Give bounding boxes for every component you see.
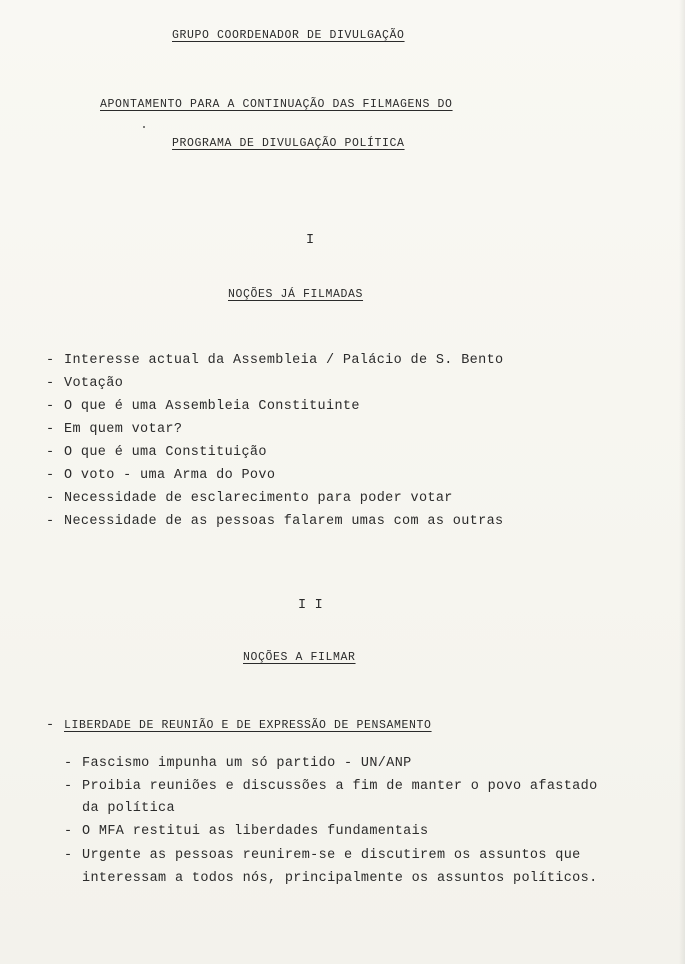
bullet-dash: - (46, 399, 55, 414)
list-item (46, 353, 503, 369)
sub-list-item-text: Proibia reuniões e discussões a fim de manter o povo afastado (82, 779, 598, 794)
section-1-title: NOÇÕES JÁ FILMADAS (228, 288, 364, 301)
sub-list-item (64, 848, 581, 864)
list-item-text: O que é uma Constituição (64, 445, 267, 460)
bullet-dash: - (46, 376, 55, 391)
sub-list-item-continuation: da política (82, 801, 175, 816)
section-2-title: NOÇÕES A FILMAR (243, 651, 356, 664)
sub-list-item-text: Fascismo impunha um só partido - UN/ANP (82, 756, 412, 771)
bullet-dash: - (64, 779, 73, 794)
sub-list-item (64, 824, 429, 840)
list-item-text: O que é uma Assembleia Constituinte (64, 399, 360, 414)
sub-list-item (64, 779, 598, 795)
list-item-text: Em quem votar? (64, 422, 183, 437)
list-item-text: Necessidade de esclarecimento para poder votar (64, 491, 453, 506)
list-item (46, 376, 123, 392)
list-item-text: O voto - uma Arma do Povo (64, 468, 276, 483)
list-item-text: Necessidade de as pessoas falarem umas com as outras (64, 514, 504, 529)
stray-mark (143, 126, 145, 128)
bullet-dash: - (46, 718, 55, 733)
section-2-numeral: I I (298, 598, 323, 613)
bullet-dash: - (46, 445, 55, 460)
bullet-dash: - (64, 848, 73, 863)
bullet-dash: - (46, 514, 55, 529)
bullet-dash: - (46, 491, 55, 506)
page-edge-shadow (679, 0, 685, 964)
sub-list-item (64, 756, 412, 772)
list-item (46, 514, 503, 530)
list-item (46, 399, 360, 415)
topic-heading (46, 718, 432, 734)
sub-list-item-text: O MFA restitui as liberdades fundamentais (82, 824, 429, 839)
list-item (46, 422, 182, 438)
list-item-text: Interesse actual da Assembleia / Palácio de S. Bento (64, 353, 504, 368)
sub-list-item-text: Urgente as pessoas reunirem-se e discutirem os assuntos que (82, 848, 581, 863)
list-item-text: Votação (64, 376, 124, 391)
bullet-dash: - (46, 468, 55, 483)
sub-list-item-continuation: interessam a todos nós, principalmente os assuntos políticos. (82, 871, 598, 886)
topic-title: LIBERDADE DE REUNIÃO E DE EXPRESSÃO DE PENSAMENTO (64, 719, 432, 732)
list-item (46, 491, 453, 507)
bullet-dash: - (64, 756, 73, 771)
bullet-dash: - (46, 353, 55, 368)
list-item (46, 468, 275, 484)
bullet-dash: - (46, 422, 55, 437)
section-1-numeral: I (306, 233, 315, 248)
subject-line-2: PROGRAMA DE DIVULGAÇÃO POLÍTICA (172, 137, 405, 150)
subject-line-1: APONTAMENTO PARA A CONTINUAÇÃO DAS FILMAGENS DO (100, 98, 453, 111)
list-item (46, 445, 267, 461)
group-title: GRUPO COORDENADOR DE DIVULGAÇÃO (172, 29, 405, 42)
bullet-dash: - (64, 824, 73, 839)
